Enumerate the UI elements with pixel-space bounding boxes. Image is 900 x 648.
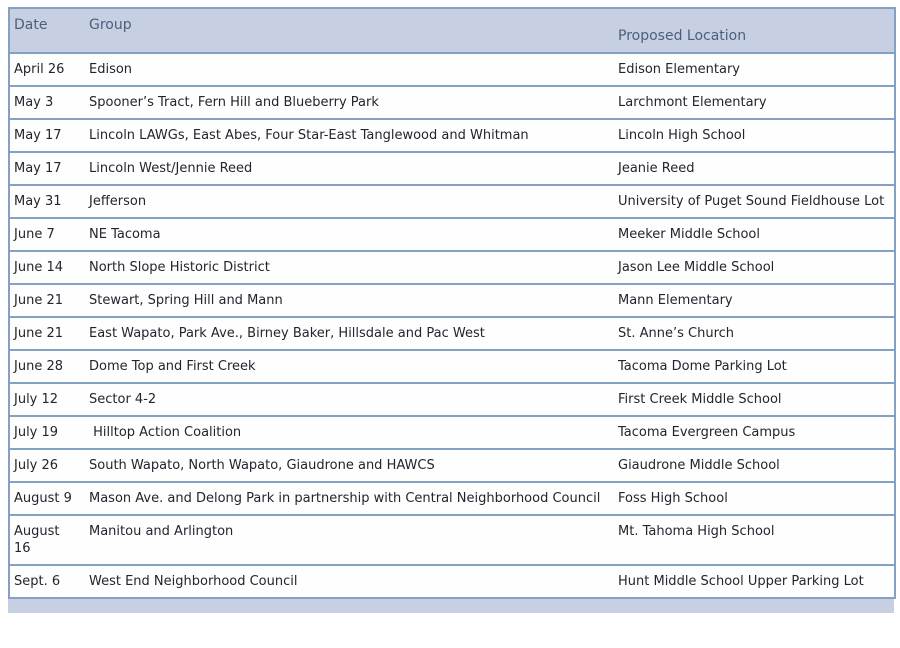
location-cell: Tacoma Dome Parking Lot [614,350,895,383]
location-cell: First Creek Middle School [614,383,895,416]
location-cell: Foss High School [614,482,895,515]
table-row [9,218,895,251]
date-cell: May 31 [9,185,85,218]
group-cell: Hilltop Action Coalition [85,416,614,449]
group-cell: Sector 4-2 [85,383,614,416]
group-cell: Jefferson [85,185,614,218]
table-row [9,416,895,449]
date-cell: May 17 [9,119,85,152]
table-row [9,86,895,119]
location-cell: Giaudrone Middle School [614,449,895,482]
location-cell: Mann Elementary [614,284,895,317]
table-row [9,449,895,482]
date-cell: August 16 [9,515,85,565]
location-cell: Jeanie Reed [614,152,895,185]
location-cell: University of Puget Sound Fieldhouse Lot [614,185,895,218]
group-cell: Edison [85,53,614,86]
location-cell: Edison Elementary [614,53,895,86]
date-cell: May 3 [9,86,85,119]
location-cell: Mt. Tahoma High School [614,515,895,565]
schedule-body [9,53,895,598]
group-cell: Lincoln West/Jennie Reed [85,152,614,185]
table-row [9,515,895,565]
header-row [9,8,895,53]
next-page-header-band [8,599,894,613]
location-cell: Hunt Middle School Upper Parking Lot [614,565,895,598]
table-row [9,251,895,284]
date-cell: July 19 [9,416,85,449]
location-cell: Tacoma Evergreen Campus [614,416,895,449]
column-header-location: Proposed Location [614,8,895,53]
group-cell: Dome Top and First Creek [85,350,614,383]
table-row [9,350,895,383]
date-cell: June 28 [9,350,85,383]
date-cell: June 7 [9,218,85,251]
group-cell: South Wapato, North Wapato, Giaudrone and HAWCS [85,449,614,482]
group-cell: West End Neighborhood Council [85,565,614,598]
date-cell: June 21 [9,317,85,350]
table-row [9,119,895,152]
group-cell: Manitou and Arlington [85,515,614,565]
table-row [9,383,895,416]
date-cell: July 26 [9,449,85,482]
table-row [9,565,895,598]
group-cell: Stewart, Spring Hill and Mann [85,284,614,317]
location-cell: Meeker Middle School [614,218,895,251]
group-cell: North Slope Historic District [85,251,614,284]
location-cell: Jason Lee Middle School [614,251,895,284]
group-cell: East Wapato, Park Ave., Birney Baker, Hillsdale and Pac West [85,317,614,350]
date-cell: June 21 [9,284,85,317]
schedule-table-wrap [8,7,894,613]
group-cell: Mason Ave. and Delong Park in partnership with Central Neighborhood Council [85,482,614,515]
column-header-group: Group [85,8,614,53]
column-header-date: Date [9,8,85,53]
location-cell: St. Anne’s Church [614,317,895,350]
group-cell: NE Tacoma [85,218,614,251]
group-cell: Spooner’s Tract, Fern Hill and Blueberry Park [85,86,614,119]
date-cell: Sept. 6 [9,565,85,598]
table-row [9,284,895,317]
date-cell: July 12 [9,383,85,416]
table-row [9,185,895,218]
date-cell: May 17 [9,152,85,185]
date-cell: June 14 [9,251,85,284]
table-row [9,53,895,86]
table-row [9,482,895,515]
location-cell: Larchmont Elementary [614,86,895,119]
date-cell: August 9 [9,482,85,515]
group-cell: Lincoln LAWGs, East Abes, Four Star-East Tanglewood and Whitman [85,119,614,152]
table-row [9,317,895,350]
location-cell: Lincoln High School [614,119,895,152]
date-cell: April 26 [9,53,85,86]
table-row [9,152,895,185]
schedule-table [8,7,896,599]
